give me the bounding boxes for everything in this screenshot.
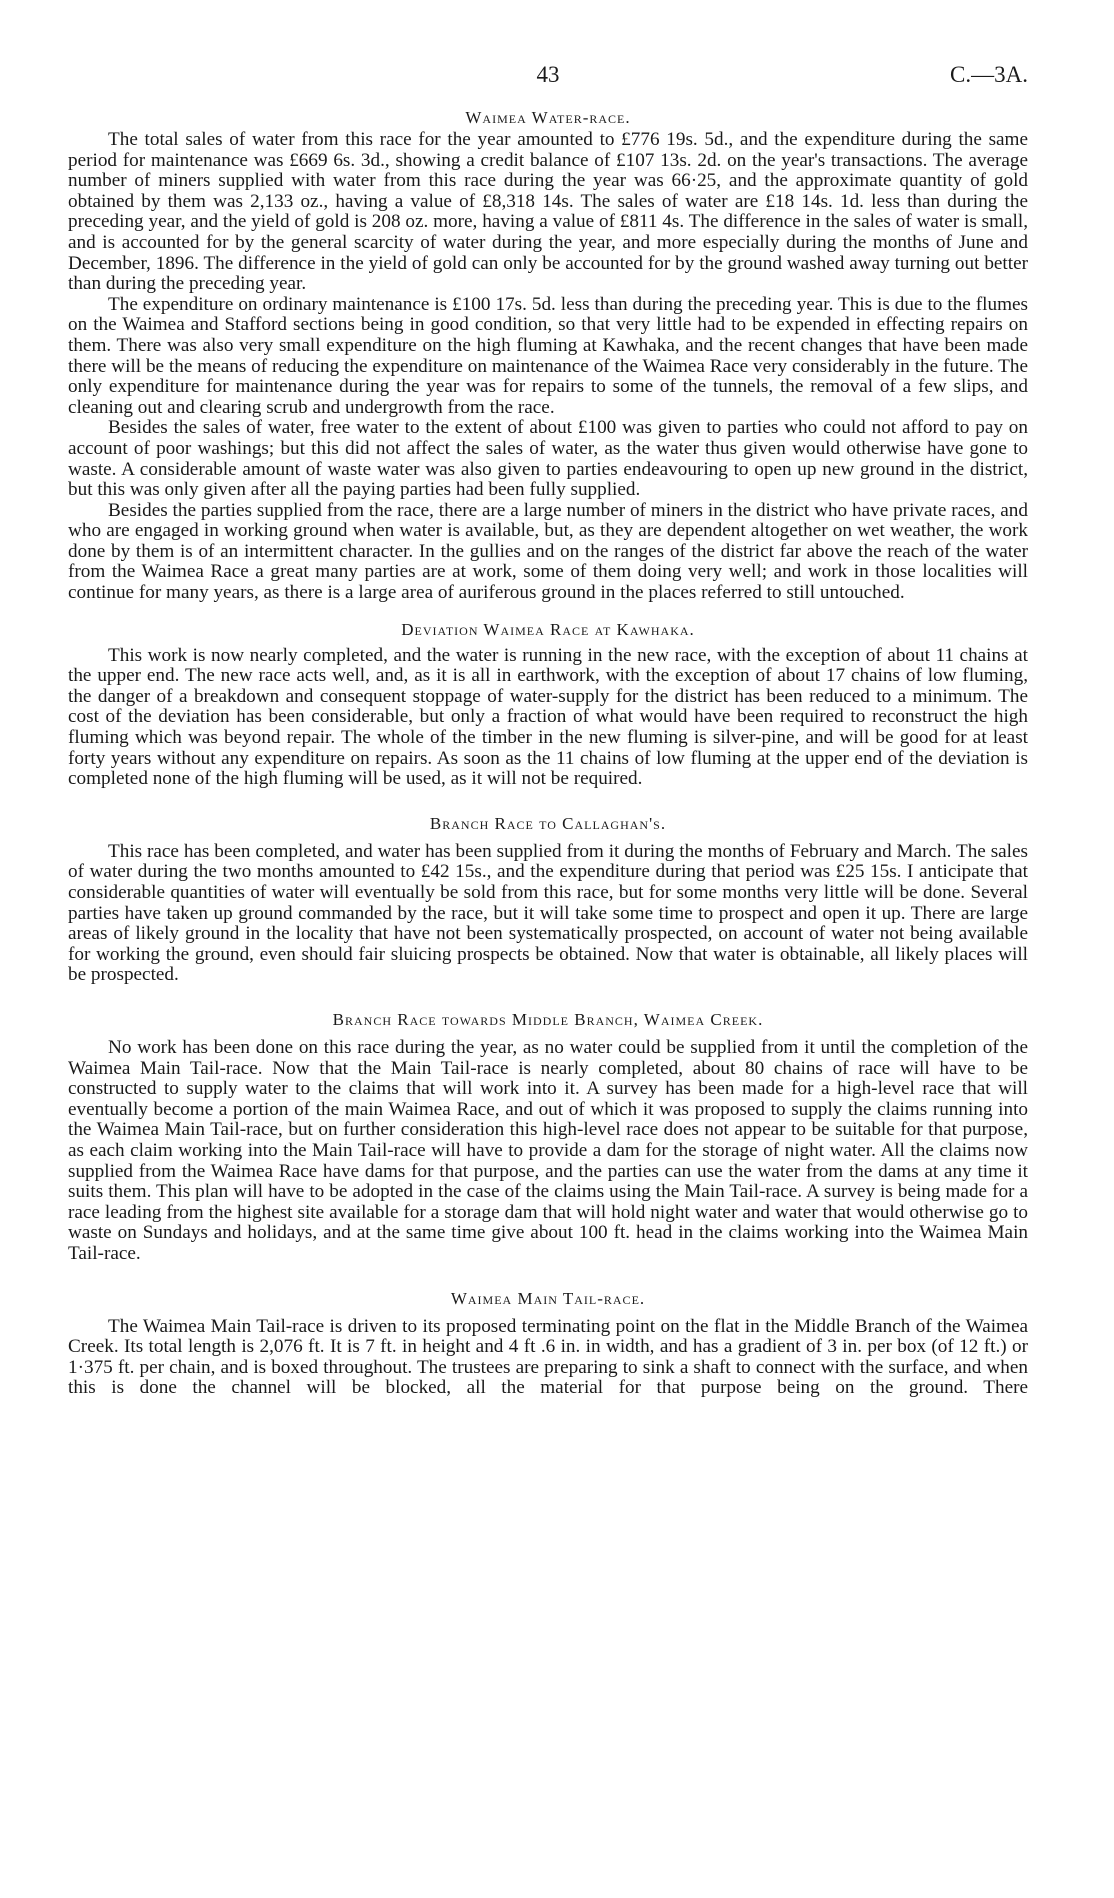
section-title: Waimea Water-race. xyxy=(465,108,631,127)
section-title: Waimea Main Tail-race. xyxy=(450,1288,646,1308)
section-title: Branch Race to Callaghan's. xyxy=(429,813,667,833)
paragraph: Besides the parties supplied from the race, there are a large number of miners in the district who have private races, and who are engaged in working ground when water is available, but, as they are dependent altogether on wet weather, the work done by them is of an intermittent character. In the gullies and on the ranges of the district far above the reach of the water from the Waimea Race a great many parties are at work, some of them doing very well; and work in those localities will continue for many years, as there is a large area of auriferous ground in the places referred to still untouched. xyxy=(68,499,1028,604)
paragraph: This work is now nearly completed, and the water is running in the new race, with the exception of about 11 chains at the upper end. The new race acts well, and, as it is all in earthwork, with the exception of about 17 chains of low fluming, the danger of a breakdown and consequent stoppage of water-supply for the district has been reduced to a minimum. The cost of the deviation has been considerable, but only a fraction of what would have been required to reconstruct the high fluming which was beyond repair. The whole of the timber in the new fluming is silver-pine, and will be good for at least forty years without any expenditure on repairs. As soon as the 11 chains of low fluming at the upper end of the deviation is completed none of the high fluming will be used, as it will not be required. xyxy=(68,644,1028,790)
paragraph: The Waimea Main Tail-race is driven to its proposed terminating point on the flat in the Middle Branch of the Waimea Creek. Its total length is 2,076 ft. It is 7 ft. in height and 4 ft .6 in. in width, and has a gradient of 3 in. per box (of 12 ft.) or 1·375 ft. per chain, and is boxed throughout. The trustees are preparing to sink a shaft to connect with the surface, and when this is done the channel will be blocked, all the material for that purpose being on the ground. There xyxy=(68,1315,1028,1399)
paragraph: The expenditure on ordinary maintenance is £100 17s. 5d. less than during the preceding year. This is due to the flumes on the Waimea and Stafford sections being in good condition, so that very little had to be expended in effecting repairs on them. There was also very small expenditure on the high fluming at Kawhaka, and the recent changes that have been made there will be the means of reducing the expenditure on maintenance of the Waimea Race very considerably in the future. The only expenditure for maintenance during the year was for repairs to some of the tunnels, the removal of a few slips, and cleaning out and clearing scrub and undergrowth from the race. xyxy=(68,293,1028,418)
document-page xyxy=(68,62,1028,1399)
section-title: Branch Race towards Middle Branch, Waimea Creek. xyxy=(332,1009,764,1029)
section-waimea-main-tail-race xyxy=(68,1289,1028,1399)
section-branch-race-callaghans xyxy=(68,814,1028,986)
page-header xyxy=(68,62,1028,102)
paragraph: No work has been done on this race during the year, as no water could be supplied from it until the completion of the Waimea Main Tail-race. Now that the Main Tail-race is nearly completed, about 80 chains of race will have to be constructed to supply water to the claims that will work into it. A survey has been made for a high-level race that will eventually become a portion of the main Waimea Race, and out of which it was proposed to supply the claims running into the Waimea Main Tail-race, but on further consideration this high-level race does not appear to be suitable for that purpose, as each claim working into the Main Tail-race will have to provide a dam for the storage of night water. All the claims now supplied from the Waimea Race have dams for that purpose, and the parties can use the water from the dams at any time it suits them. This plan will have to be adopted in the case of the claims using the Main Tail-race. A survey is being made for a race leading from the highest site available for a storage dam that will hold night water and water that would otherwise go to waste on Sundays and holidays, and at the same time give about 100 ft. head in the claims working into the Waimea Main Tail-race. xyxy=(68,1036,1028,1264)
paragraph: Besides the sales of water, free water to the extent of about £100 was given to parties who could not afford to pay on account of poor washings; but this did not affect the sales of water, as the water thus given would otherwise have gone to waste. A considerable amount of waste water was also given to parties endeavouring to open up new ground in the district, but this was only given after all the paying parties had been fully supplied. xyxy=(68,417,1028,501)
document-reference: C.—3A. xyxy=(950,62,1028,87)
section-branch-race-middle-branch xyxy=(68,1010,1028,1265)
section-waimea-water-race xyxy=(68,108,1028,604)
section-deviation-waimea-race xyxy=(68,620,1028,790)
page-number: 43 xyxy=(536,62,560,87)
section-title: Deviation Waimea Race at Kawhaka. xyxy=(401,619,695,639)
paragraph: The total sales of water from this race for the year amounted to £776 19s. 5d., and the expenditure during the same period for maintenance was £669 6s. 3d., showing a credit balance of £107 13s. 2d. on the year's transactions. The average number of miners supplied with water from this race during the year was 66·25, and the approximate quantity of gold obtained by them was 2,133 oz., having a value of £8,318 14s. The sales of water are £18 14s. 1d. less than during the preceding year, and the yield of gold is 208 oz. more, having a value of £811 4s. The difference in the sales of water is small, and is accounted for by the general scarcity of water during the year, and more especially during the months of June and December, 1896. The difference in the yield of gold can only be accounted for by the ground washed away turning out better than during the preceding year. xyxy=(68,129,1028,295)
paragraph: This race has been completed, and water has been supplied from it during the months of February and March. The sales of water during the two months amounted to £42 15s., and the expenditure during that period was £25 15s. I anticipate that considerable quantities of water will eventually be sold from this race, but for some months very little will be done. Several parties have taken up ground commanded by the race, but it will take some time to prospect and open it up. There are large areas of likely ground in the locality that have not been systematically prospected, on account of water not being available for working the ground, even should fair sluicing prospects be obtained. Now that water is obtainable, all likely places will be prospected. xyxy=(68,840,1028,986)
